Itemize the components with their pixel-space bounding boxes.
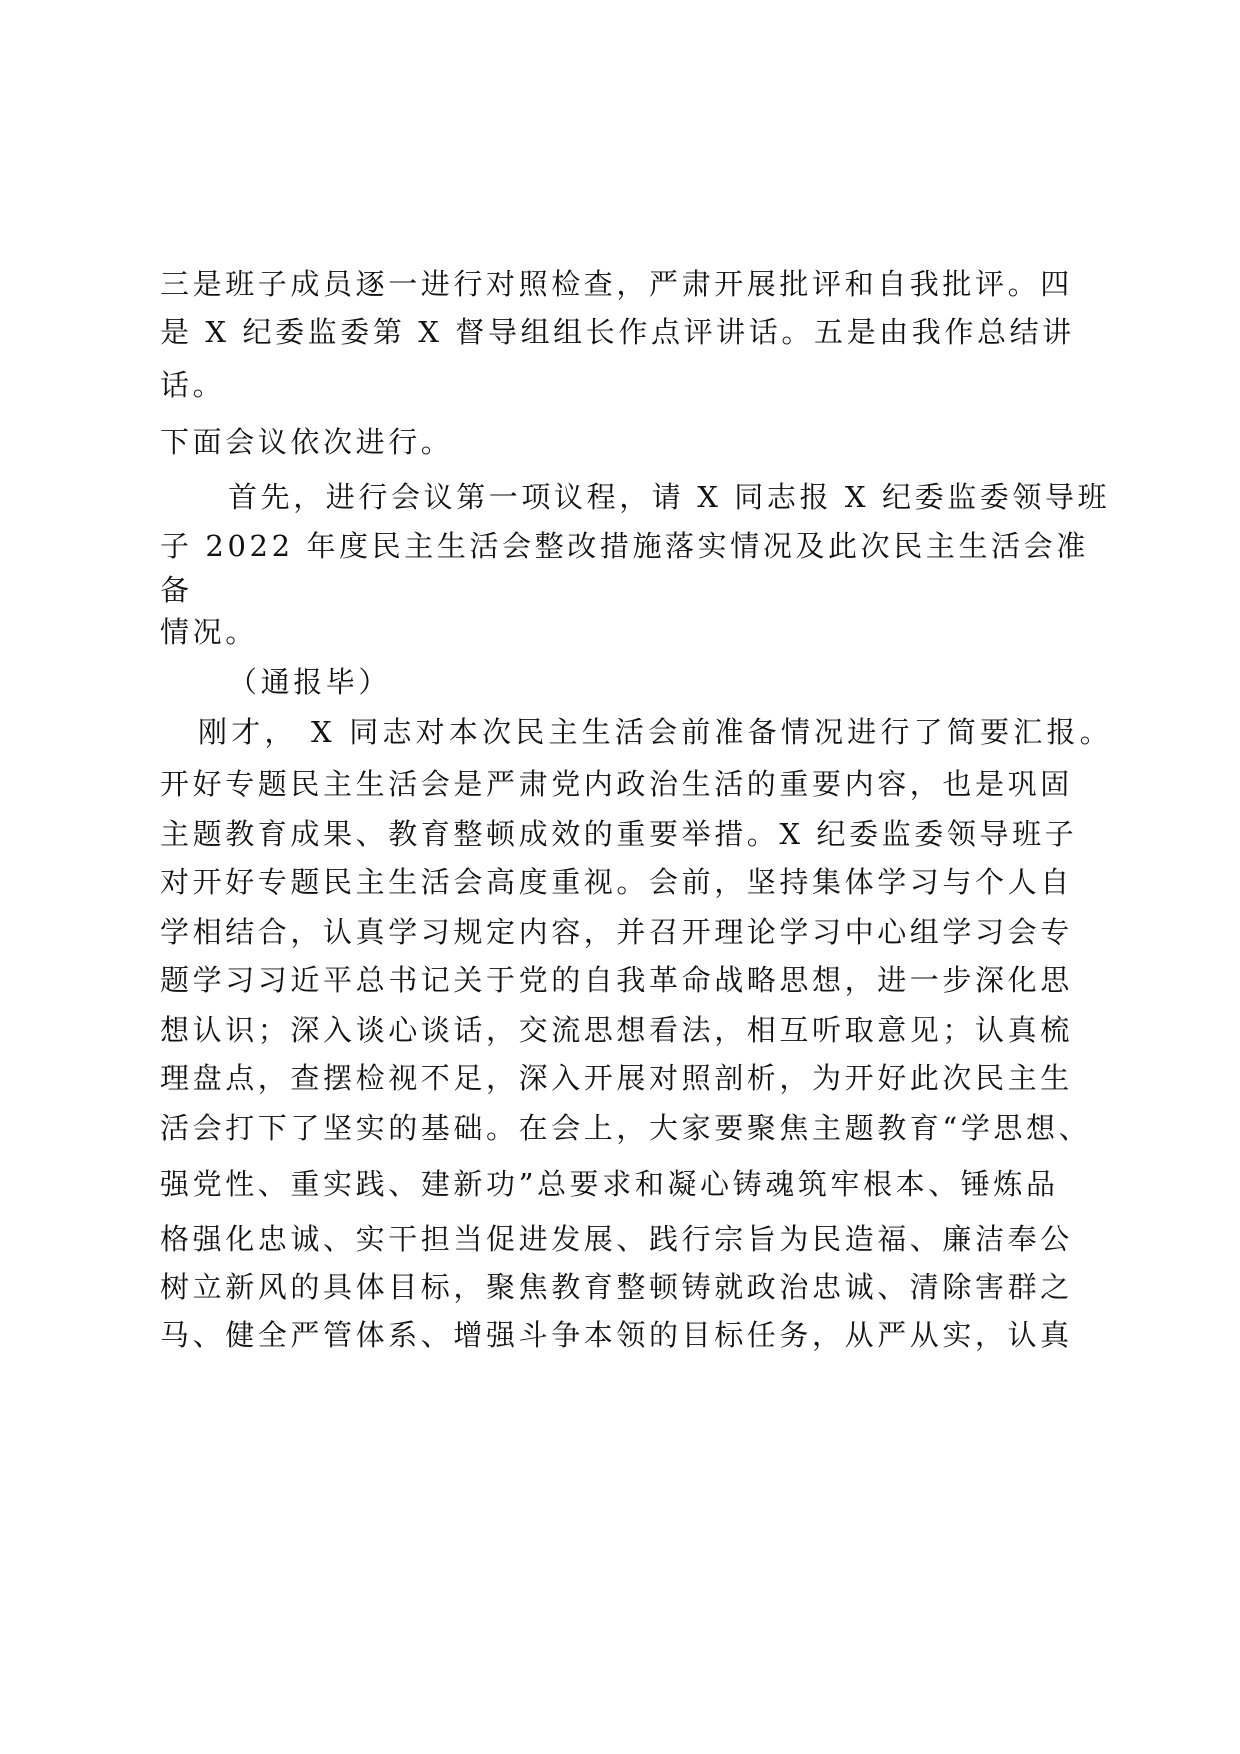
text-line: 格强化忠诚、实干担当促进发展、践行宗旨为民造福、廉洁奉公 — [160, 1222, 1073, 1256]
text-line: 刚才， X 同志对本次民主生活会前准备情况进行了简要汇报。 — [198, 715, 1113, 749]
text-line: 题学习习近平总书记关于党的自我革命战略思想，进一步深化思 — [160, 963, 1073, 997]
text-line: 马、健全严管体系、增强斗争本领的目标任务，从严从实，认真 — [160, 1318, 1073, 1352]
text-line: 下面会议依次进行。 — [160, 425, 454, 459]
text-line: 三是班子成员逐一进行对照检查，严肃开展批评和自我批评。四 — [160, 267, 1073, 301]
text-line: 情况。 — [160, 615, 258, 649]
text-line: （通报毕） — [228, 665, 392, 699]
text-line: 活会打下了坚实的基础。在会上，大家要聚焦主题教育“学思想、 — [160, 1111, 1092, 1145]
text-line: 备 — [160, 573, 193, 607]
text-line: 树立新风的具体目标，聚焦教育整顿铸就政治忠诚、清除害群之 — [160, 1270, 1073, 1304]
text-line: 学相结合，认真学习规定内容，并召开理论学习中心组学习会专 — [160, 915, 1073, 949]
text-line: 对开好专题民主生活会高度重视。会前，坚持集体学习与个人自 — [160, 865, 1073, 899]
text-line: 子 2022 年度民主生活会整改措施落实情况及此次民主生活会准 — [160, 529, 1089, 563]
text-line: 话。 — [160, 368, 226, 402]
text-line: 是 X 纪委监委第 X 督导组组长作点评讲话。五是由我作总结讲 — [160, 315, 1075, 349]
text-line: 想认识；深入谈心谈话，交流思想看法，相互听取意见；认真梳 — [160, 1013, 1073, 1047]
text-line: 开好专题民主生活会是严肃党内政治生活的重要内容，也是巩固 — [160, 767, 1073, 801]
text-line: 理盘点，查摆检视不足，深入开展对照剖析，为开好此次民主生 — [160, 1061, 1073, 1095]
text-line: 主题教育成果、教育整顿成效的重要举措。X 纪委监委领导班子 — [160, 817, 1078, 851]
text-line: 强党性、重实践、建新功”总要求和凝心铸魂筑牢根本、锤炼品 — [160, 1167, 1059, 1201]
text-line: 首先，进行会议第一项议程，请 X 同志报 X 纪委监委领导班 — [228, 480, 1111, 514]
